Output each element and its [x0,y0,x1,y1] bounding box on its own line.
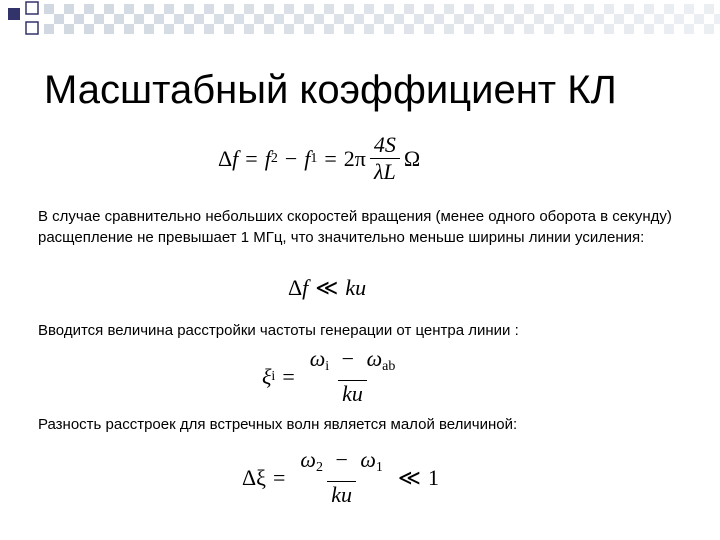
subscript-i: i [325,359,330,374]
denominator: ku [338,380,367,407]
equals-sign: = [272,464,286,490]
minus-sign: − [335,447,348,472]
formula-frequency-splitting [218,132,420,185]
denominator: ku [327,481,356,508]
omega-i: ω [309,346,326,371]
equals-sign: = [324,145,337,171]
much-less-sign: ≪ [315,275,339,300]
numerator [296,447,387,481]
subscript-ab: ab [382,359,396,374]
formula-detuning-difference [242,447,439,508]
subscript-1: 1 [375,460,383,475]
numerator: 4S [373,132,396,157]
fraction [306,346,400,407]
paragraph-difference: Разность расстроек для встречных волн является малой величиной: [38,416,518,433]
var-f: f [232,145,239,171]
fraction [370,132,400,185]
equals-sign: = [245,145,258,171]
much-less-sign: ≪ [397,464,421,490]
delta-symbol: Δ [218,145,233,171]
slide-title: Масштабный коэффициент КЛ [44,68,617,112]
slide-decoration [0,0,720,40]
var-f: f [302,275,309,300]
paragraph-detuning: Вводится величина расстройки частоты генерации от центра линии : [38,322,519,339]
subscript-2: 2 [270,150,278,166]
subscript-2: 2 [315,460,323,475]
formula-detuning [262,346,403,407]
var-f1: f [304,145,311,171]
two-pi: 2π [343,145,366,171]
omega-ab: ω [366,346,383,371]
fraction [296,447,387,508]
var-ku: ku [345,275,367,300]
equals-sign: = [282,363,295,389]
omega-2: ω [300,447,316,472]
subscript-i: i [271,368,276,384]
omega-symbol: Ω [403,145,421,171]
number-one: 1 [427,464,439,490]
var-f2: f [264,145,271,171]
omega-1: ω [360,447,376,472]
minus-sign: − [341,346,355,371]
denominator: λL [370,158,400,185]
minus-sign: − [284,145,298,171]
subscript-1: 1 [310,150,318,166]
formula-inequality [288,275,366,301]
xi-symbol: ξ [262,363,272,389]
paragraph-rotation: В случае сравнительно небольших скоростей вращения (менее одного оборота в секунду) расщепление не превышает 1 МГц, что значительно меньше ширины линии усиления: [38,208,672,246]
delta-symbol: Δ [288,275,303,300]
numerator [306,346,400,380]
delta-xi-symbol: Δξ [242,464,266,490]
